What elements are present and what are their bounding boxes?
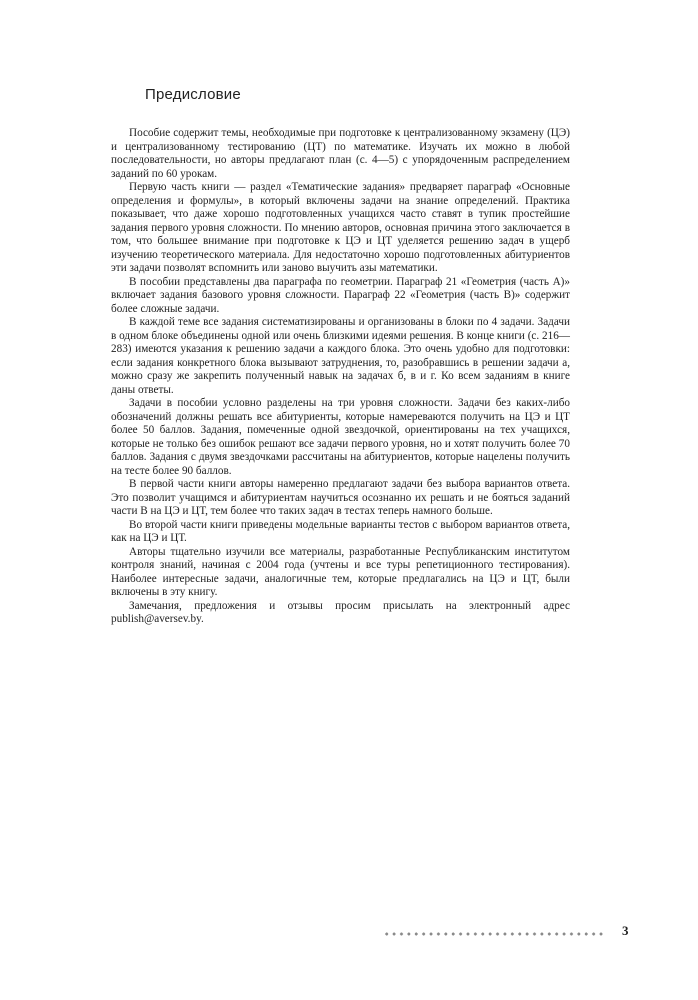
section-heading: Предисловие — [145, 86, 241, 103]
footer-dotted-rule — [383, 931, 605, 937]
preface-body — [111, 127, 570, 627]
paragraph-6: В первой части книги авторы намеренно предлагают задачи без выбора вариантов ответа. Это позволит учащимся и абитуриентам научиться осознанно их решать и не бояться заданий части В на ЦЭ и ЦТ, тем более что таких задач в тестах теперь намного больше. — [111, 478, 570, 517]
paragraph-4: В каждой теме все задания систематизированы и организованы в блоки по 4 задачи. Задачи в одном блоке объединены одной или очень близкими идеями решения. В конце книги (с. 216—283) имеются указания к решению задачи а каждого блока. Это очень удобно для подготовки: если задания конкретного блока вызывают затруднения, то, разобравшись в решении задачи а, можно сразу же закрепить полученный навык на задачах б, в и г. Ко всем заданиям в книге даны ответы. — [111, 316, 570, 396]
paragraph-8: Авторы тщательно изучили все материалы, разработанные Республиканским институтом контроля знаний, начиная с 2004 года (учтены и все туры репетиционного тестирования). Наиболее интересные задачи, аналогичные тем, которые предлагались на ЦЭ и ЦТ, были включены в эту книгу. — [111, 545, 570, 598]
paragraph-2: Первую часть книги — раздел «Тематические задания» предваряет параграф «Основные определения и формулы», в который включены задачи на знание определений. Практика показывает, что даже хорошо подготовленных учащихся часто ставят в тупик простейшие задания первого уровня сложности. По мнению авторов, основная причина этого заключается в том, что большее внимание при подготовке к ЦЭ и ЦТ уделяется решению задач в ущерб изучению теоретического материала. Для недостаточно хорошо подготовленных абитуриентов эти задачи позволят вспомнить или заново выучить азы математики. — [111, 181, 570, 274]
paragraph-1: Пособие содержит темы, необходимые при подготовке к централизованному экзамену (ЦЭ) и централизованному тестированию (ЦТ) по математике. Изучать их можно в любой последовательности, но авторы предлагают план (с. 4—5) с упорядоченным распределением заданий по 60 урокам. — [111, 127, 570, 180]
paragraph-9: Замечания, предложения и отзывы просим присылать на электронный адрес publish@aversev.by. — [111, 599, 570, 625]
paragraph-7: Во второй части книги приведены модельные варианты тестов с выбором вариантов ответа, как на ЦЭ и ЦТ. — [111, 518, 570, 544]
paragraph-5: Задачи в пособии условно разделены на три уровня сложности. Задачи без каких-либо обозначений должны решать все абитуриенты, которые намереваются получить на ЦЭ и ЦТ более 50 баллов. Задания, помеченные одной звездочкой, ориентированы на тех учащихся, которые не только без ошибок решают все задачи первого уровня, но и хотят получить более 70 баллов. Задания с двумя звездочками рассчитаны на абитуриентов, которые нацелены получить на тесте более 90 баллов. — [111, 397, 570, 477]
page-number: 3 — [622, 923, 629, 938]
paragraph-3: В пособии представлены два параграфа по геометрии. Параграф 21 «Геометрия (часть А)» включает задания базового уровня сложности. Параграф 22 «Геометрия (часть В)» содержит более сложные задачи. — [111, 275, 570, 315]
